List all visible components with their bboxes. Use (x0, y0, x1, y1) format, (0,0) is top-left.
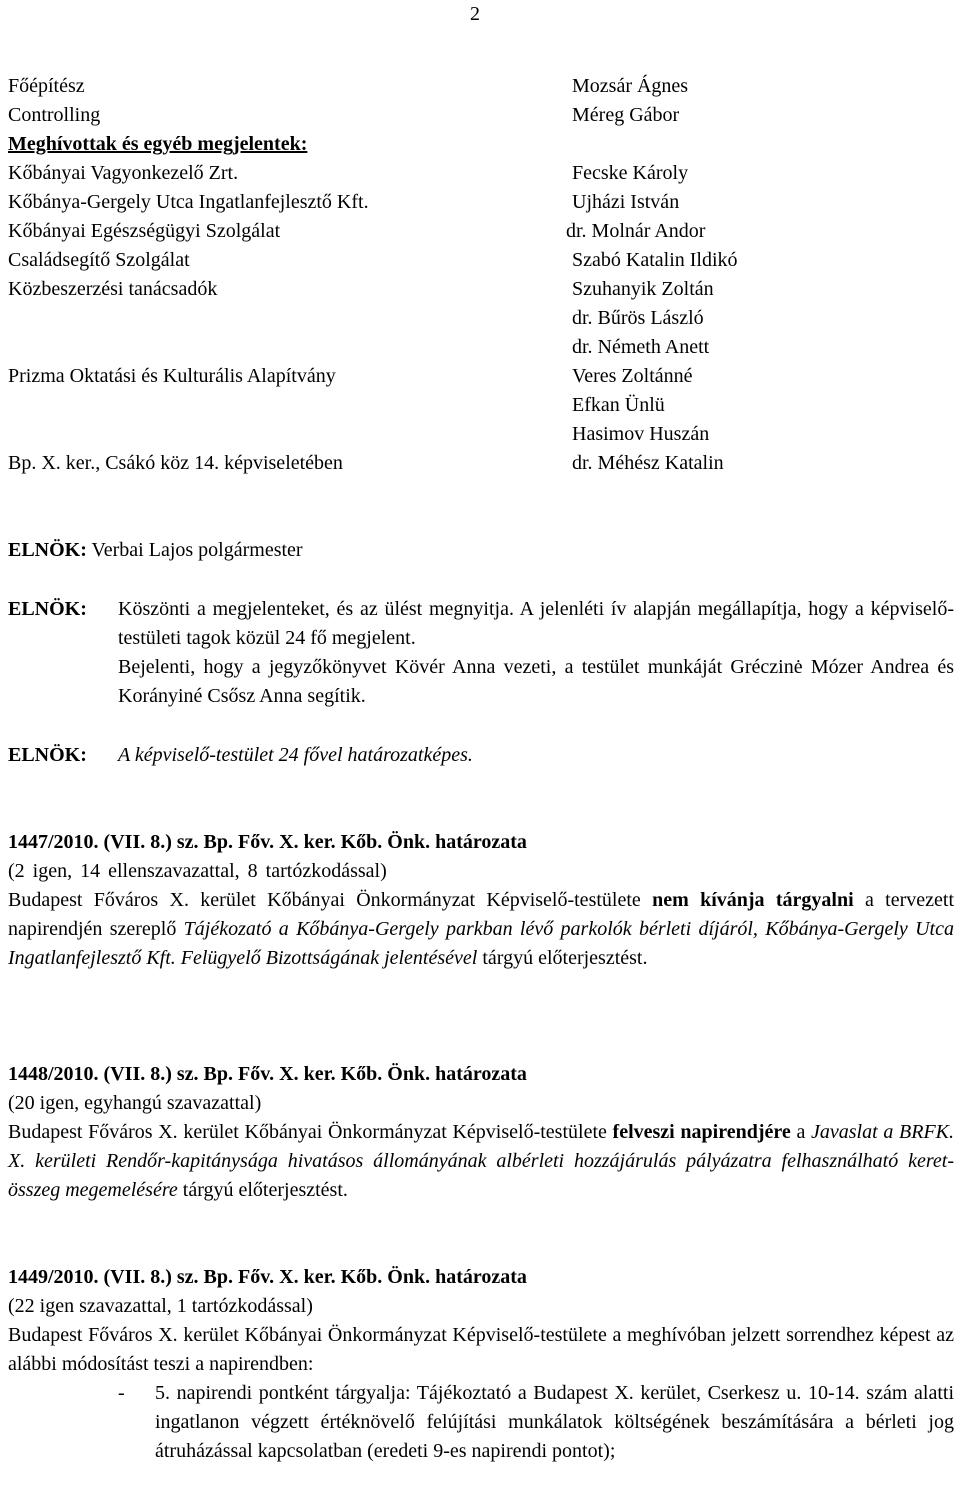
list-item (155, 1379, 954, 1466)
invited-org: Bp. X. ker., Csákó köz 14. képviseletében (8, 452, 343, 474)
invited-org: Közbeszerzési tanácsadók (8, 278, 218, 300)
resolution-decision: felveszi napirendjére (612, 1121, 791, 1143)
invited-org: Kőbányai Vagyonkezelő Zrt. (8, 162, 239, 184)
resolution-body-mid: a tervezett napirendjén szereplő (8, 889, 954, 940)
chair-speech-label: ELNÖK: (8, 598, 87, 620)
chair-speech-text-2: Bejelenti, hogy a jegyzőkönyvet Kövér Anna vezeti, a testület munkáját Gréczinė Mózer Andrea és Korányiné Csősz Anna segítik. (118, 656, 954, 707)
attendee-name: Szabó Katalin Ildikó (572, 249, 738, 271)
chair-name: Verbai Lajos polgármester (86, 539, 303, 561)
resolution-title: 1448/2010. (VII. 8.) sz. Bp. Főv. X. ker. Kőb. Önk. határozata (8, 1063, 527, 1085)
attendee-name: Fecske Károly (572, 162, 689, 184)
attendee-role: Controlling (8, 104, 101, 126)
invited-org: Prizma Oktatási és Kulturális Alapítvány (8, 365, 336, 387)
resolution-body-start: Budapest Főváros X. kerület Kőbányai Önkormányzat Képviselő-testülete (8, 1121, 613, 1143)
resolution-body-mid: a (790, 1121, 812, 1143)
list-item-text: 5. napirendi pontként tárgyalja: Tájékoztató a Budapest X. kerület, Cserkesz u. 10-14. szám alatti ingatlanon végzett értéknövelő felújítási munkálatok költségének beszámítására a bérleti jog átruházással kapcsolatban (eredeti 9-es napirendi pontot); (155, 1382, 954, 1462)
chair-speech-text-1: Köszönti a megjelenteket, és az ülést megnyitja. A jelenléti ív alapján megállapítja, hogy a képviselő-testületi tagok közül 24 fő megjelent. (118, 598, 954, 649)
resolution-body (8, 1118, 954, 1205)
resolution-body (8, 1321, 954, 1379)
attendee-name: Mozsár Ágnes (572, 75, 689, 97)
attendee-name: dr. Németh Anett (572, 336, 710, 358)
resolution-vote: (22 igen szavazattal, 1 tartózkodással) (8, 1295, 313, 1317)
resolution-decision: nem kívánja tárgyalni (652, 889, 854, 911)
resolution-subject: Tájékozató a Kőbánya-Gergely parkban lévő parkolók bérleti díjáról, Kőbánya-Gergely Utca Ingatlanfejlesztő Kft. Felügyelő Bizottságának jelentésével (8, 918, 954, 969)
resolution-title: 1447/2010. (VII. 8.) sz. Bp. Főv. X. ker. Kőb. Önk. határozata (8, 831, 527, 853)
attendee-role: Főépítész (8, 75, 85, 97)
invited-org: Családsegítő Szolgálat (8, 249, 190, 271)
attendee-name: Hasimov Huszán (572, 423, 710, 445)
resolution-vote: (2 igen, 14 ellenszavazattal, 8 tartózkodással) (8, 860, 387, 882)
resolution-title: 1449/2010. (VII. 8.) sz. Bp. Főv. X. ker. Kőb. Önk. határozata (8, 1266, 527, 1288)
resolution-subject: Javaslat a BRFK. X. kerületi Rendőr-kapitánysága hivatásos állományának albérleti hozzájárulás pályázatra felhasználható keret-összeg megemelésére (8, 1121, 954, 1201)
list-dash: - (118, 1382, 125, 1404)
resolution-body-end: tárgyú előterjesztést. (177, 1179, 348, 1201)
resolution-body-start: Budapest Főváros X. kerület Kőbányai Önkormányzat Képviselő-testülete (8, 889, 653, 911)
attendee-name: dr. Méhész Katalin (572, 452, 724, 474)
attendee-name: Ujházi István (572, 191, 680, 213)
attendee-name: Méreg Gábor (572, 104, 680, 126)
resolution-body-end: tárgyú előterjesztést. (477, 947, 648, 969)
chair-speech (118, 595, 954, 711)
invited-heading: Meghívottak és egyéb megjelentek: (8, 133, 308, 155)
attendee-name: dr. Molnár Andor (566, 220, 706, 242)
attendee-name: Szuhanyik Zoltán (572, 278, 714, 300)
attendee-name: dr. Bűrös László (572, 307, 704, 329)
invited-org: Kőbánya-Gergely Utca Ingatlanfejlesztő Kft. (8, 191, 369, 213)
invited-org: Kőbányai Egészségügyi Szolgálat (8, 220, 281, 242)
chair-line (8, 536, 303, 565)
resolution-body-start: Budapest Főváros X. kerület Kőbányai Önkormányzat Képviselő-testülete a meghívóban jelzett sorrendhez képest az alábbi módosítást teszi a napirendben: (8, 1324, 954, 1375)
resolution-vote: (20 igen, egyhangú szavazattal) (8, 1092, 262, 1114)
resolution-body (8, 886, 954, 973)
chair-label: ELNÖK: (8, 539, 87, 561)
chair-quorum-label: ELNÖK: (8, 744, 87, 766)
attendee-name: Veres Zoltánné (572, 365, 693, 387)
chair-quorum-text: A képviselő-testület 24 fővel határozatképes. (118, 744, 473, 766)
attendee-name: Efkan Ünlü (572, 394, 665, 416)
page-number: 2 (470, 3, 480, 25)
